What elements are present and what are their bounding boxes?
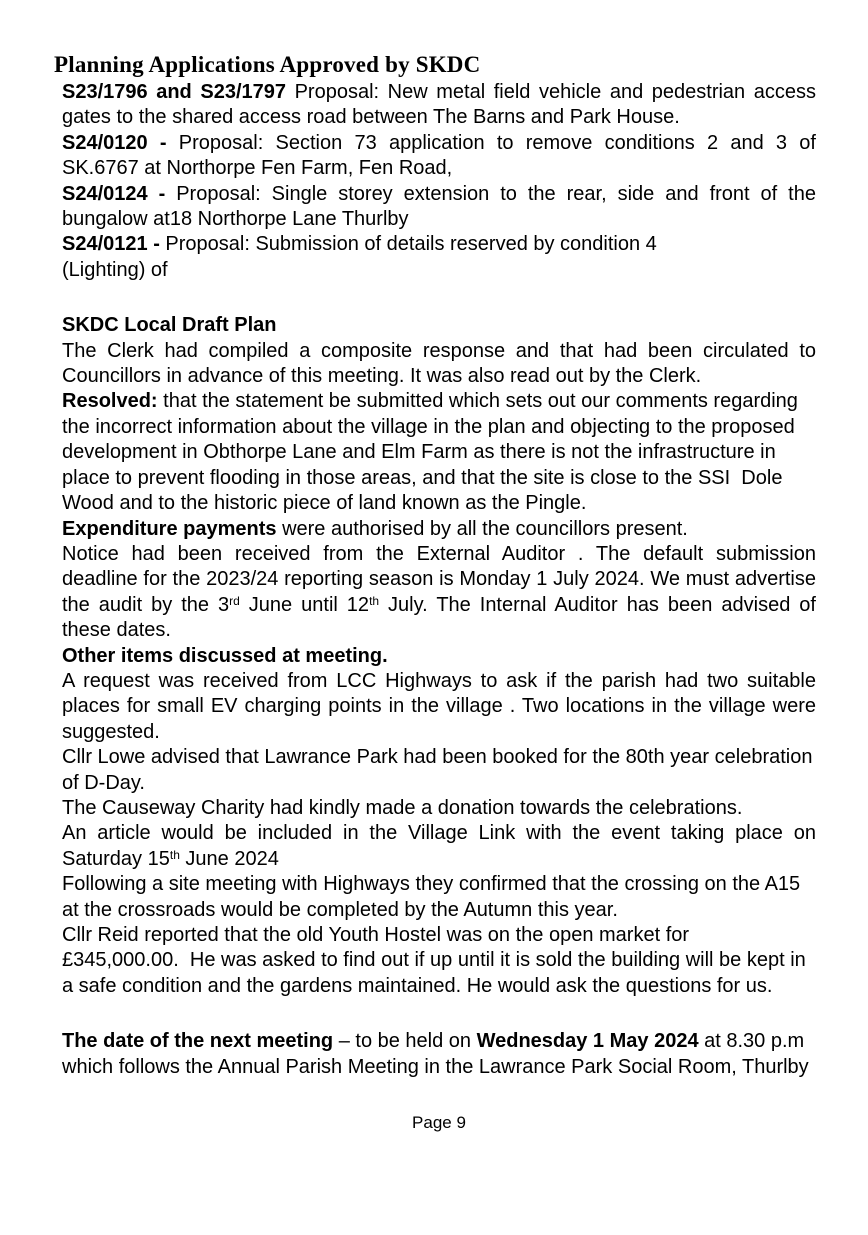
paragraph — [62, 232, 816, 283]
text-run: Proposal: Submission of details reserved by condition 4 — [165, 233, 657, 256]
bold-text: SKDC Local Draft Plan — [62, 314, 277, 337]
paragraph — [62, 821, 816, 872]
text-run: Proposal: Section 73 application to remove conditions 2 and 3 of SK.6767 at Northorpe Fen Farm, Fen Road, — [62, 131, 816, 180]
text-run: June 2024 — [179, 847, 279, 870]
paragraph — [62, 389, 816, 516]
bold-text: S24/0120 - — [62, 131, 179, 154]
section-heading — [62, 644, 816, 669]
spacer — [62, 283, 816, 313]
section-heading — [62, 313, 816, 338]
document-title: Planning Applications Approved by SKDC — [54, 52, 481, 77]
text-run: Proposal: New metal field vehicle and pedestrian access gates to the shared access road between The Barns and Park House. — [62, 81, 817, 129]
spacer — [62, 1080, 816, 1110]
text-run: Following a site meeting with Highways they confirmed that the crossing on the A15 at the crossroads would be completed by the Autumn this year. — [62, 873, 801, 921]
paragraph — [62, 517, 816, 542]
text-run: The Clerk had compiled a composite response and that had been circulated to Councillors in advance of this meeting. It was also read out by the Clerk. — [62, 339, 816, 388]
bold-text: Other items discussed at meeting. — [62, 644, 388, 667]
paragraph — [62, 669, 816, 745]
paragraph — [62, 872, 816, 923]
bold-text: Wednesday 1 May 2024 — [476, 1030, 699, 1053]
text-run: Cllr Reid reported that the old Youth Hostel was on the open market for £345,000.00. He was asked to find out if up until it is sold the building will be kept in a safe condition and the gardens maintained. He would ask the questions for us. — [62, 924, 806, 997]
bold-text: The date of the next meeting — [62, 1030, 339, 1053]
page-number: Page 9 — [412, 1113, 466, 1133]
bold-text: S23/1796 and S23/1797 — [62, 81, 295, 103]
paragraph — [62, 796, 816, 821]
text-run: Notice had been received from the External Auditor . The default submission deadline for the 2023/24 reporting season is Monday 1 July 2024. We must advertise the audit by the 3 — [62, 542, 816, 616]
paragraph — [62, 182, 816, 233]
superscript-text: th — [169, 847, 180, 862]
superscript-text: rd — [229, 593, 240, 608]
paragraph — [62, 80, 816, 131]
paragraph — [62, 1029, 816, 1080]
text-run: – to be held on — [338, 1030, 477, 1053]
text-run: Cllr Lowe advised that Lawrance Park had been booked for the 80th year celebration of D-Day. — [62, 746, 813, 794]
text-run: The Causeway Charity had kindly made a donation towards the celebrations. — [62, 796, 743, 819]
spacer — [62, 999, 816, 1029]
text-run: were authorised by all the councillors present. — [282, 517, 688, 540]
text-run: July. The Internal Auditor has been advised of these dates. — [62, 593, 816, 642]
paragraph — [62, 542, 816, 644]
text-run: (Lighting) of — [62, 258, 168, 281]
bold-text: S24/0121 - — [62, 233, 166, 256]
bold-text: S24/0124 - — [62, 182, 177, 205]
bold-text: Expenditure payments — [62, 517, 283, 540]
text-run: June until 12 — [239, 593, 370, 616]
paragraph — [62, 745, 816, 796]
text-run: A request was received from LCC Highways to ask if the parish had two suitable places for small EV charging points in the village . Two locations in the village were suggested. — [62, 669, 816, 743]
paragraph — [62, 923, 816, 999]
paragraph — [62, 131, 816, 182]
text-run: Proposal: Single storey extension to the rear, side and front of the bungalow at18 Northorpe Lane Thurlby — [62, 182, 816, 231]
text-run: at 8.30 p.m which follows the Annual Parish Meeting in the Lawrance Park Social Room, Thurlby — [62, 1030, 809, 1078]
paragraph — [62, 339, 816, 390]
superscript-text: th — [369, 593, 380, 608]
bold-text: Resolved: — [62, 390, 164, 413]
text-run: that the statement be submitted which sets out our comments regarding the incorrect information about the village in the plan and objecting to the proposed development in Obthorpe Lane and Elm Farm as there is not the infrastructure in place to prevent flooding in those areas, and that the site is close to the SSI Dole Wood and to the historic piece of land known as the Pingle. — [62, 390, 798, 515]
document-body — [62, 80, 816, 1110]
text-run: An article would be included in the Village Link with the event taking place on Saturday 15 — [62, 822, 816, 870]
